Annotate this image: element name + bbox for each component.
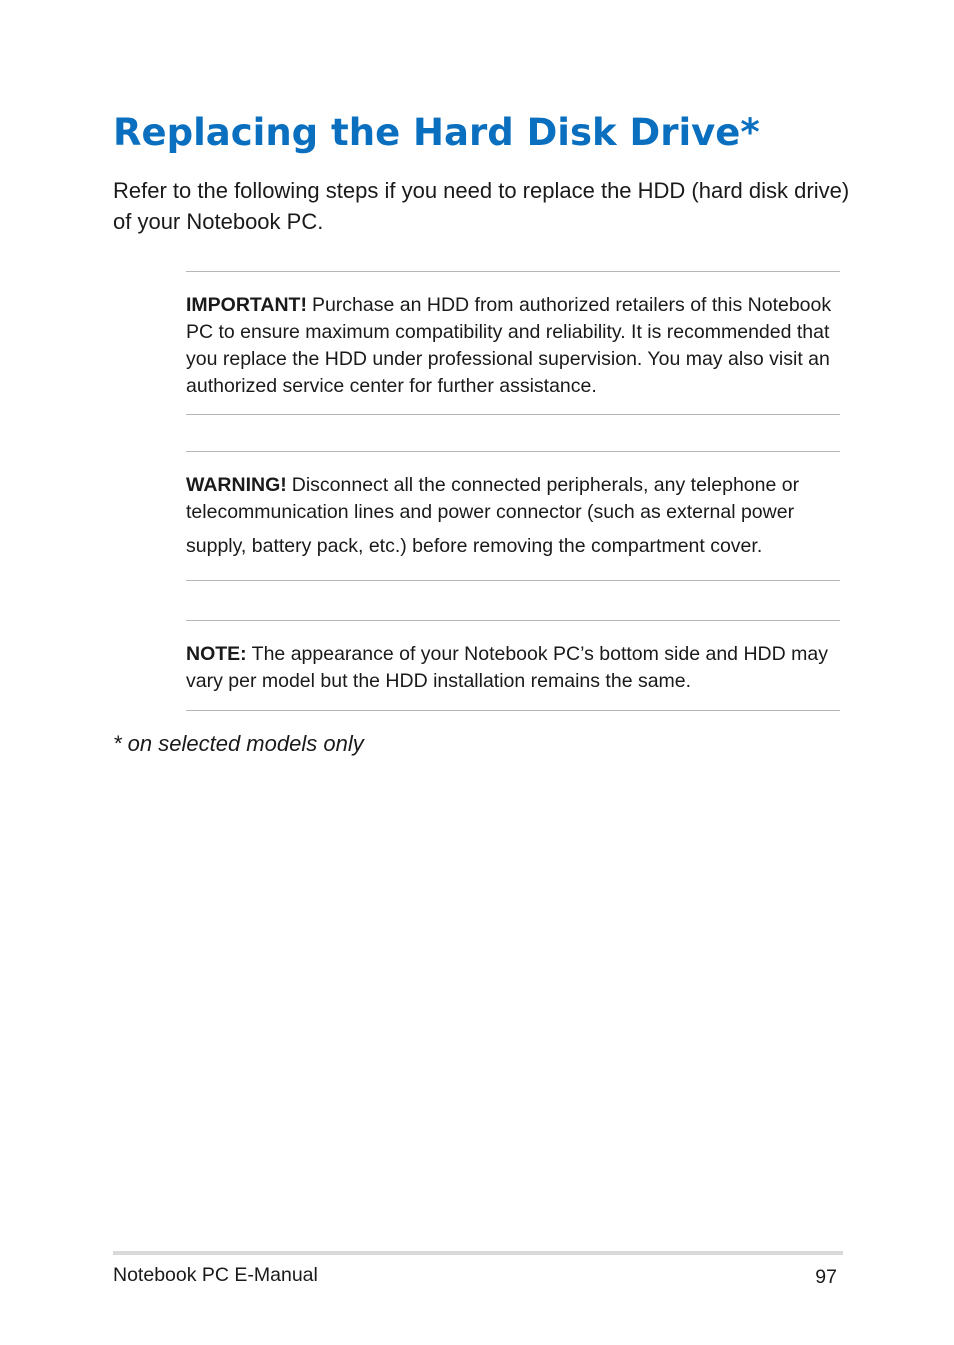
important-body: Purchase an HDD from authorized retailers of this Notebook PC to ensure maximum compatibility and reliability. It is recommended that you replace the HDD under professional supervision. You may also visit an authorized service center for further assistance. bbox=[186, 294, 832, 397]
footer-page-number: 97 bbox=[815, 1266, 837, 1288]
page-title: Replacing the Hard Disk Drive* bbox=[113, 111, 760, 154]
footer-manual-title: Notebook PC E-Manual bbox=[113, 1264, 318, 1286]
note-label: NOTE: bbox=[186, 643, 247, 665]
warning-label: WARNING! bbox=[186, 474, 287, 496]
intro-paragraph: Refer to the following steps if you need to replace the HDD (hard disk drive) of your Notebook PC. bbox=[113, 178, 850, 234]
warning-body-line1: Disconnect all the connected peripherals, any telephone or telecommunication lines and power connector (such as external power bbox=[186, 474, 800, 523]
footnote: * on selected models only bbox=[113, 731, 364, 756]
note-notice-text bbox=[186, 641, 846, 695]
important-notice bbox=[186, 271, 840, 415]
footer-divider bbox=[113, 1251, 843, 1255]
warning-body-line2: supply, battery pack, etc.) before removing the compartment cover. bbox=[186, 535, 763, 557]
warning-notice-text bbox=[186, 472, 846, 560]
important-notice-text bbox=[186, 292, 846, 400]
note-body: The appearance of your Notebook PC’s bottom side and HDD may vary per model but the HDD installation remains the same. bbox=[186, 643, 828, 692]
important-label: IMPORTANT! bbox=[186, 294, 307, 316]
note-notice bbox=[186, 620, 840, 711]
warning-notice bbox=[186, 451, 840, 581]
